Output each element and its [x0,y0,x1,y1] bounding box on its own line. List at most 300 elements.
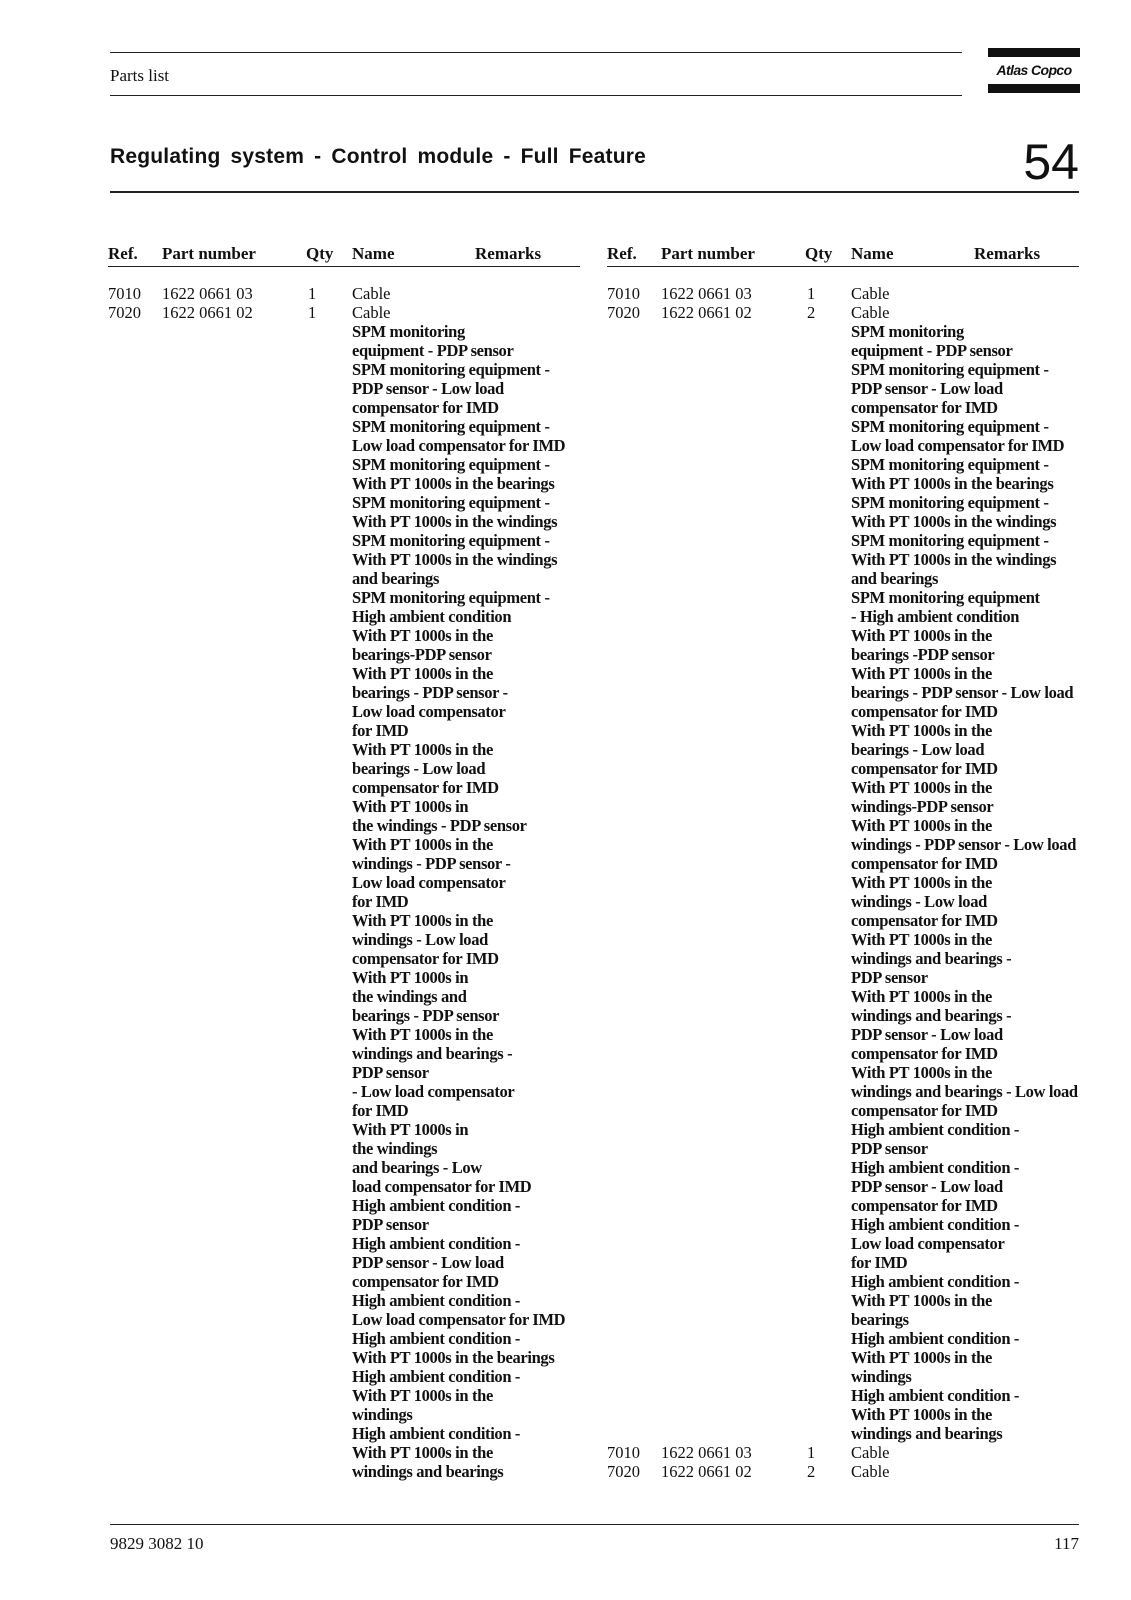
name-cell: With PT 1000s in the [851,664,992,683]
name-cell: SPM monitoring equipment - [352,360,550,379]
table-row [607,778,1079,797]
ref-cell: 7010 [607,284,640,303]
name-cell: With PT 1000s in [352,797,469,816]
table-header [607,240,1079,266]
name-cell: bearings - PDP sensor - [352,683,508,702]
name-cell: bearings - Low load [851,740,985,759]
name-cell: PDP sensor - Low load [851,1177,1003,1196]
name-cell: windings-PDP sensor [851,797,994,816]
name-cell: the windings and [352,987,467,1006]
col-ref-header: Ref. [108,244,138,263]
name-cell: With PT 1000s in the [352,1025,493,1044]
table-row [108,949,580,968]
qty-cell: 1 [308,284,317,303]
table-row [108,759,580,778]
name-cell: PDP sensor [352,1063,429,1082]
table-row [607,1196,1079,1215]
table-row [108,702,580,721]
name-cell: PDP sensor [851,968,928,987]
name-cell: windings and bearings - Low load [851,1082,1078,1101]
name-cell: With PT 1000s in the [352,1443,493,1462]
name-cell: and bearings [851,569,939,588]
name-cell: With PT 1000s in the [851,778,992,797]
qty-cell: 2 [807,1462,816,1481]
table-row [108,740,580,759]
name-cell: High ambient condition - [352,1234,521,1253]
part-number-cell: 1622 0661 03 [661,284,752,303]
name-cell: With PT 1000s in the [352,664,493,683]
table-row [607,664,1079,683]
header-top-rule [110,52,962,53]
table-row [607,417,1079,436]
logo-text: Atlas Copco [996,62,1072,78]
table-row [108,436,580,455]
name-cell: load compensator for IMD [352,1177,532,1196]
table-row [108,1044,580,1063]
name-cell: High ambient condition - [352,1291,521,1310]
name-cell: Low load compensator [352,702,506,721]
document-number: 9829 3082 10 [110,1534,204,1553]
table-row [607,531,1079,550]
name-cell: SPM monitoring equipment - [352,493,550,512]
table-row [607,1424,1079,1443]
name-cell: bearings - PDP sensor - Low load [851,683,1074,702]
table-row [108,683,580,702]
name-cell: High ambient condition - [851,1158,1020,1177]
name-cell: for IMD [352,721,409,740]
table-row [607,1386,1079,1405]
table-row [108,1272,580,1291]
name-cell: With PT 1000s in the [851,1348,992,1367]
name-cell: High ambient condition - [352,1196,521,1215]
table-row [108,1006,580,1025]
table-row [607,322,1079,341]
table-row [108,1063,580,1082]
name-cell: Low load compensator [352,873,506,892]
table-row [607,873,1079,892]
table-row [607,398,1079,417]
table-row [108,1367,580,1386]
table-row [108,892,580,911]
table-row [108,1101,580,1120]
name-cell: High ambient condition - [851,1215,1020,1234]
table-row [607,797,1079,816]
table-row [607,1234,1079,1253]
table-row [108,569,580,588]
table-row [108,968,580,987]
table-row [607,1006,1079,1025]
name-cell: With PT 1000s in the [851,1063,992,1082]
part-number-cell: 1622 0661 03 [162,284,253,303]
name-cell: equipment - PDP sensor [352,341,514,360]
table-row [108,417,580,436]
title-rule [110,191,1079,193]
header-bottom-rule [110,95,962,96]
table-row [607,816,1079,835]
table-row [108,797,580,816]
name-cell: SPM monitoring equipment - [851,360,1049,379]
table-row [607,474,1079,493]
name-cell: With PT 1000s in the [851,987,992,1006]
table-row [108,1139,580,1158]
table-row [607,493,1079,512]
table-row [108,1215,580,1234]
table-row [607,1177,1079,1196]
name-cell: for IMD [352,1101,409,1120]
table-row [607,1063,1079,1082]
name-cell: PDP sensor [352,1215,429,1234]
name-cell: SPM monitoring equipment - [352,588,550,607]
table-row [108,1310,580,1329]
name-cell: the windings - PDP sensor [352,816,527,835]
ref-cell: 7010 [108,284,141,303]
table-rows [607,284,1079,1481]
table-header-rule [607,266,1079,267]
name-cell: Low load compensator for IMD [352,1310,566,1329]
table-row [607,1101,1079,1120]
table-row [607,911,1079,930]
name-cell: SPM monitoring equipment - [352,455,550,474]
table-row [108,303,580,322]
table-row [607,759,1079,778]
name-cell: compensator for IMD [851,1044,998,1063]
table-row [108,284,580,303]
table-row [607,892,1079,911]
name-cell: compensator for IMD [352,778,499,797]
name-cell: windings and bearings - [352,1044,513,1063]
name-cell: SPM monitoring equipment - [352,531,550,550]
table-row [607,721,1079,740]
table-row [108,1196,580,1215]
table-row [108,1329,580,1348]
table-row [108,1424,580,1443]
table-row [607,607,1079,626]
table-row [108,873,580,892]
name-cell: equipment - PDP sensor [851,341,1013,360]
name-cell: windings and bearings [851,1424,1003,1443]
table-row [108,531,580,550]
col-remarks-header: Remarks [974,244,1041,263]
col-partnumber-header: Part number [162,244,256,263]
name-cell: Cable [851,284,890,303]
name-cell: for IMD [851,1253,908,1272]
name-cell: With PT 1000s in the windings [851,512,1057,531]
name-cell: With PT 1000s in the [352,835,493,854]
part-number-cell: 1622 0661 02 [661,1462,752,1481]
table-row [108,1158,580,1177]
name-cell: With PT 1000s in the [851,816,992,835]
name-cell: bearings - PDP sensor [352,1006,500,1025]
name-cell: PDP sensor - Low load [851,379,1003,398]
table-row [108,550,580,569]
table-row [607,284,1079,303]
col-name-header: Name [352,244,395,263]
name-cell: With PT 1000s in the windings [851,550,1057,569]
name-cell: High ambient condition - [851,1120,1020,1139]
name-cell: compensator for IMD [851,759,998,778]
name-cell: Cable [851,1462,890,1481]
table-row [108,987,580,1006]
table-row [607,1272,1079,1291]
name-cell: With PT 1000s in the [352,911,493,930]
table-row [607,1082,1079,1101]
table-row [108,455,580,474]
table-row [108,1443,580,1462]
name-cell: - Low load compensator [352,1082,515,1101]
table-row [108,1386,580,1405]
table-row [607,645,1079,664]
table-row [108,626,580,645]
table-row [607,854,1079,873]
table-row [108,322,580,341]
table-row [607,569,1079,588]
name-cell: compensator for IMD [851,911,998,930]
ref-cell: 7010 [607,1443,640,1462]
name-cell: windings and bearings [352,1462,504,1481]
table-row [607,1253,1079,1272]
name-cell: High ambient condition - [851,1329,1020,1348]
table-row [607,702,1079,721]
part-number-cell: 1622 0661 02 [162,303,253,322]
table-row [607,1025,1079,1044]
table-row [108,664,580,683]
table-row [607,987,1079,1006]
name-cell: bearings [851,1310,909,1329]
table-row [607,512,1079,531]
name-cell: compensator for IMD [851,702,998,721]
name-cell: compensator for IMD [851,398,998,417]
name-cell: With PT 1000s in [352,968,469,987]
name-cell: With PT 1000s in the [352,740,493,759]
parts-table-right [607,240,1079,1481]
name-cell: High ambient condition - [352,1329,521,1348]
table-row [108,1025,580,1044]
ref-cell: 7020 [108,303,141,322]
name-cell: bearings-PDP sensor [352,645,492,664]
table-row [607,683,1079,702]
name-cell: With PT 1000s in [352,1120,469,1139]
name-cell: With PT 1000s in the [851,873,992,892]
table-rows [108,284,580,1481]
table-row [108,398,580,417]
table-row [607,1120,1079,1139]
name-cell: With PT 1000s in the [352,626,493,645]
ref-cell: 7020 [607,1462,640,1481]
name-cell: Low load compensator for IMD [352,436,566,455]
name-cell: PDP sensor - Low load [352,379,504,398]
name-cell: PDP sensor - Low load [352,1253,504,1272]
name-cell: High ambient condition [352,607,512,626]
table-row [108,854,580,873]
table-row [607,949,1079,968]
name-cell: PDP sensor [851,1139,928,1158]
qty-cell: 1 [308,303,317,322]
table-row [607,740,1079,759]
table-row [108,1291,580,1310]
name-cell: With PT 1000s in the [851,1405,992,1424]
name-cell: With PT 1000s in the [851,721,992,740]
page-number: 117 [1054,1534,1079,1553]
name-cell: SPM monitoring equipment - [352,417,550,436]
name-cell: SPM monitoring equipment - [851,493,1049,512]
table-row [607,1348,1079,1367]
name-cell: compensator for IMD [851,1101,998,1120]
part-number-cell: 1622 0661 03 [661,1443,752,1462]
table-row [108,1234,580,1253]
table-row [108,379,580,398]
name-cell: With PT 1000s in the windings [352,512,558,531]
part-number-cell: 1622 0661 02 [661,303,752,322]
table-row [607,1291,1079,1310]
table-row [607,550,1079,569]
table-row [108,1253,580,1272]
name-cell: windings - Low load [851,892,987,911]
table-row [607,1462,1079,1481]
name-cell: compensator for IMD [851,1196,998,1215]
name-cell: SPM monitoring equipment - [851,455,1049,474]
name-cell: the windings [352,1139,438,1158]
table-row [607,930,1079,949]
table-row [607,360,1079,379]
name-cell: Cable [851,303,890,322]
name-cell: windings and bearings - [851,1006,1012,1025]
table-row [607,1158,1079,1177]
col-qty-header: Qty [805,244,833,263]
table-row [108,1177,580,1196]
table-row [108,835,580,854]
table-row [108,588,580,607]
table-row [108,645,580,664]
table-row [607,1044,1079,1063]
page-title: Regulating system - Control module - Full Feature [110,145,647,168]
table-row [607,588,1079,607]
name-cell: Low load compensator [851,1234,1005,1253]
name-cell: windings - PDP sensor - Low load [851,835,1077,854]
name-cell: compensator for IMD [352,949,499,968]
footer-rule [110,1524,1079,1525]
name-cell: windings and bearings - [851,949,1012,968]
name-cell: windings [851,1367,912,1386]
col-qty-header: Qty [306,244,334,263]
table-row [108,1348,580,1367]
name-cell: With PT 1000s in the [352,1386,493,1405]
table-row [108,493,580,512]
table-row [607,455,1079,474]
name-cell: Cable [851,1443,890,1462]
name-cell: windings [352,1405,413,1424]
logo-bar-bottom [988,84,1080,93]
table-row [607,626,1079,645]
table-row [607,341,1079,360]
name-cell: With PT 1000s in the bearings [352,1348,555,1367]
table-row [108,341,580,360]
table-row [607,436,1079,455]
name-cell: Low load compensator for IMD [851,436,1065,455]
col-ref-header: Ref. [607,244,637,263]
name-cell: windings - Low load [352,930,488,949]
table-row [108,911,580,930]
name-cell: SPM monitoring equipment [851,588,1040,607]
table-row [108,360,580,379]
name-cell: High ambient condition - [851,1386,1020,1405]
table-row [108,607,580,626]
table-row [108,1082,580,1101]
qty-cell: 2 [807,303,816,322]
table-row [607,835,1079,854]
name-cell: compensator for IMD [352,1272,499,1291]
atlas-copco-logo [988,48,1080,94]
table-row [607,303,1079,322]
table-row [607,1367,1079,1386]
name-cell: Cable [352,303,391,322]
name-cell: compensator for IMD [851,854,998,873]
name-cell: With PT 1000s in the bearings [851,474,1054,493]
table-row [607,1139,1079,1158]
col-remarks-header: Remarks [475,244,542,263]
name-cell: compensator for IMD [352,398,499,417]
name-cell: SPM monitoring [851,322,964,341]
table-row [607,1405,1079,1424]
table-row [108,1120,580,1139]
ref-cell: 7020 [607,303,640,322]
parts-table-left [108,240,580,1481]
table-header [108,240,580,266]
table-row [607,379,1079,398]
qty-cell: 1 [807,284,816,303]
name-cell: bearings - Low load [352,759,486,778]
name-cell: High ambient condition - [352,1367,521,1386]
table-row [607,1215,1079,1234]
table-row [607,1310,1079,1329]
table-row [108,778,580,797]
table-row [108,1405,580,1424]
qty-cell: 1 [807,1443,816,1462]
name-cell: High ambient condition - [851,1272,1020,1291]
name-cell: With PT 1000s in the bearings [352,474,555,493]
name-cell: With PT 1000s in the [851,1291,992,1310]
name-cell: With PT 1000s in the windings [352,550,558,569]
name-cell: High ambient condition - [352,1424,521,1443]
section-label: Parts list [110,66,170,85]
logo-bar-top [988,48,1080,57]
table-row [108,721,580,740]
name-cell: windings - PDP sensor - [352,854,511,873]
name-cell: bearings -PDP sensor [851,645,995,664]
table-row [607,1329,1079,1348]
table-row [108,816,580,835]
name-cell: and bearings - Low [352,1158,482,1177]
name-cell: With PT 1000s in the [851,930,992,949]
name-cell: Cable [352,284,391,303]
table-row [108,512,580,531]
name-cell: PDP sensor - Low load [851,1025,1003,1044]
name-cell: and bearings [352,569,440,588]
table-row [108,1462,580,1481]
col-name-header: Name [851,244,894,263]
table-header-rule [108,266,580,267]
name-cell: SPM monitoring equipment - [851,417,1049,436]
name-cell: - High ambient condition [851,607,1020,626]
table-row [607,1443,1079,1462]
section-number: 54 [1023,134,1079,190]
col-partnumber-header: Part number [661,244,755,263]
table-row [108,930,580,949]
name-cell: for IMD [352,892,409,911]
name-cell: SPM monitoring equipment - [851,531,1049,550]
table-row [108,474,580,493]
name-cell: With PT 1000s in the [851,626,992,645]
table-row [607,968,1079,987]
